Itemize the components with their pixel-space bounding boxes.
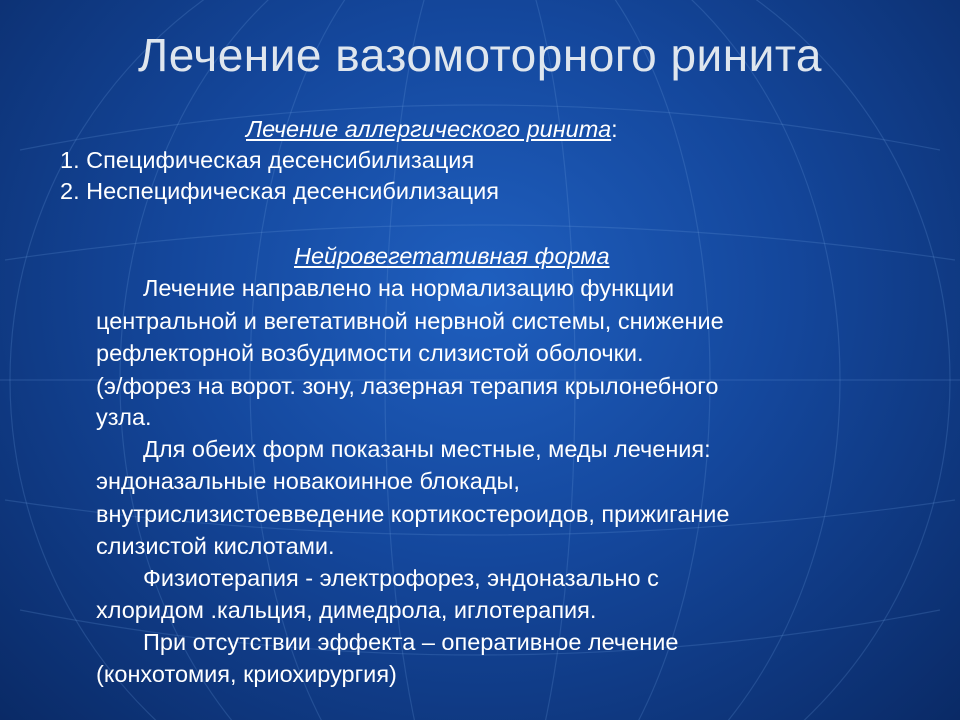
body-line: центральной и вегетативной нервной системы, снижение <box>96 308 724 334</box>
body-line: внутрислизистоевведение кортикостероидов, прижигание <box>96 501 730 527</box>
body-line: узла. <box>96 404 152 430</box>
body-line: При отсутствии эффекта – оперативное лечение <box>143 629 679 655</box>
body-line: (конхотомия, криохирургия) <box>96 661 397 687</box>
neuro-heading: Нейровегетативная форма <box>294 243 610 269</box>
body-line: Лечение направлено на нормализацию функции <box>143 275 675 301</box>
allergic-heading: Лечение аллергического ринита <box>246 116 612 142</box>
body-line: слизистой кислотами. <box>96 533 335 559</box>
slide-title: Лечение вазомоторного ринита <box>138 29 822 81</box>
list-item: 1. Специфическая десенсибилизация <box>60 147 475 173</box>
allergic-heading-line <box>246 114 618 144</box>
allergic-heading-colon: : <box>611 116 618 142</box>
list-item: 2. Неспецифическая десенсибилизация <box>60 178 499 204</box>
body-line: Физиотерапия - электрофорез, эндоназально с <box>143 565 659 591</box>
body-line: рефлекторной возбудимости слизистой оболочки. <box>96 340 644 366</box>
body-line: (э/форез на ворот. зону, лазерная терапия крылонебного <box>96 373 719 399</box>
body-line: эндоназальные новакоинное блокады, <box>96 468 520 494</box>
body-line: хлоридом .кальция, димедрола, иглотерапия. <box>96 597 597 623</box>
body-line: Для обеих форм показаны местные, меды лечения: <box>143 436 711 462</box>
